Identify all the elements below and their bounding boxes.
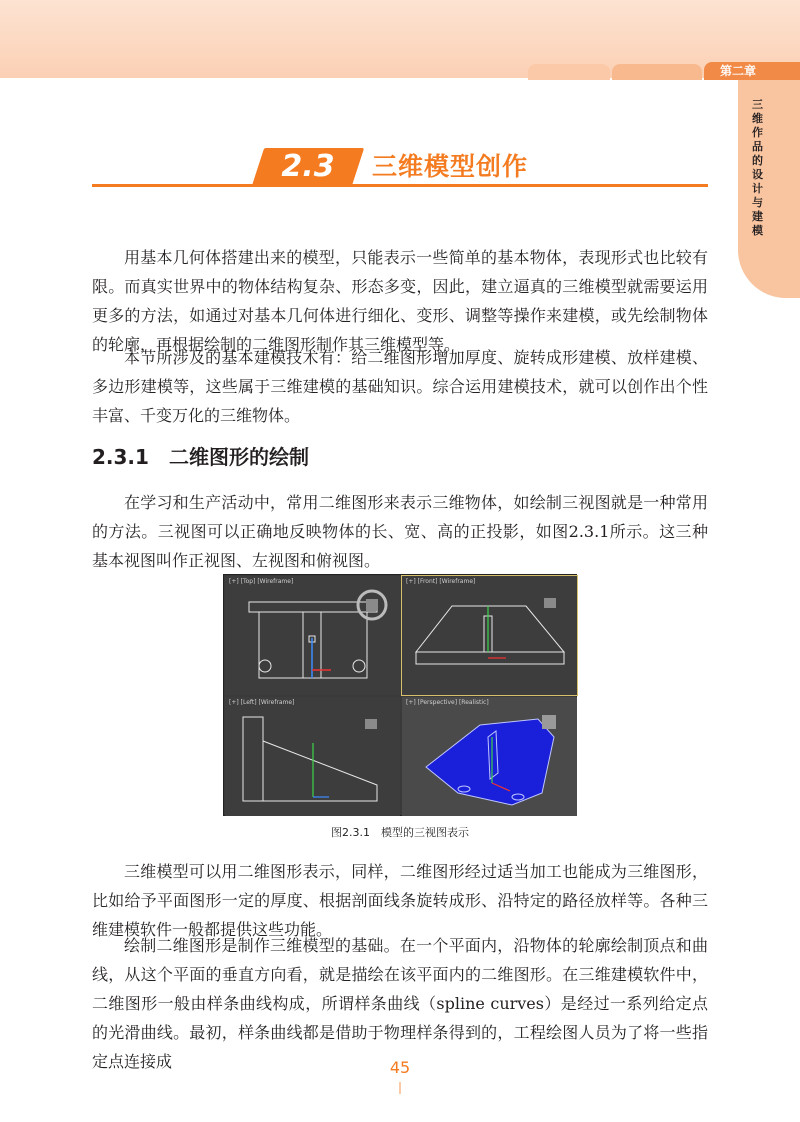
page-number: 45 — [389, 1058, 411, 1077]
viewport-label: [+] [Perspective] [Realistic] — [406, 699, 489, 706]
figure-caption: 图2.3.1 模型的三视图表示 — [331, 826, 469, 839]
body-paragraph: 用基本几何体搭建出来的模型，只能表示一些简单的基本物体，表现形式也比较有限。而真实世界中的物体结构复杂、形态多变，因此，建立逼真的三维模型就需要运用更多的方法，如通过对基本几何体进行细化、变形、调整等操作来建模，或先绘制物体的轮廓，再根据绘制的二维图形制作其三维模型等。 — [92, 248, 708, 354]
viewport-top — [225, 576, 400, 695]
viewport-label: [+] [Front] [Wireframe] — [406, 578, 476, 585]
section-number: 2.3 — [281, 149, 335, 184]
side-chapter-label: 三维作品的设计与建模 — [752, 98, 763, 237]
front-view-drawing — [402, 576, 577, 695]
viewport-front — [402, 576, 577, 695]
body-paragraph: 三维模型可以用二维图形表示，同样，二维图形经过适当加工也能成为三维图形，比如给予平面图形一定的厚度、根据剖面线条旋转成形、沿特定的路径放样等。各种三维建模软件一般都提供这些功能。 — [92, 862, 708, 939]
figure-three-views — [223, 574, 577, 816]
body-paragraph: 绘制二维图形是制作三维模型的基础。在一个平面内，沿物体的轮廓绘制顶点和曲线，从这个平面的垂直方向看，就是描绘在该平面内的二维图形。在三维建模软件中，二维图形一般由样条曲线构成，所谓样条曲线（spline curves）是经过一系列给定点的光滑曲线。最初，样条曲线都是借助于物理样条得到的，工程绘图人员为了将一些指定点连接成 — [92, 936, 708, 1071]
body-paragraph: 在学习和生产活动中，常用二维图形来表示三维物体，如绘制三视图就是一种常用的方法。三视图可以正确地反映物体的长、宽、高的正投影，如图2.3.1所示。这三种基本视图叫作正视图、左视图和俯视图。 — [92, 493, 708, 570]
perspective-view-drawing — [402, 697, 577, 816]
page-number-tick — [399, 1082, 401, 1094]
chapter-tab: 第二章 — [704, 62, 800, 80]
viewport-label: [+] [Left] [Wireframe] — [229, 699, 295, 706]
viewport-left — [225, 697, 400, 816]
viewport-perspective — [402, 697, 577, 816]
section-number-badge — [258, 148, 358, 186]
section-title: 三维模型创作 — [372, 152, 529, 181]
viewport-label: [+] [Top] [Wireframe] — [229, 578, 294, 585]
header-tab-decor — [528, 64, 610, 80]
body-paragraph: 本节所涉及的基本建模技术有：给二维图形增加厚度、旋转成形建模、放样建模、多边形建模等，这些属于三维建模的基础知识。综合运用建模技术，就可以创作出个性丰富、千变万化的三维物体。 — [92, 348, 708, 425]
section-rule — [92, 184, 708, 187]
side-chapter-strip — [738, 80, 800, 298]
left-view-drawing — [225, 697, 400, 816]
top-view-drawing — [225, 576, 400, 695]
subsection-title: 2.3.1 二维图形的绘制 — [92, 445, 309, 469]
header-tab-decor — [612, 64, 702, 80]
